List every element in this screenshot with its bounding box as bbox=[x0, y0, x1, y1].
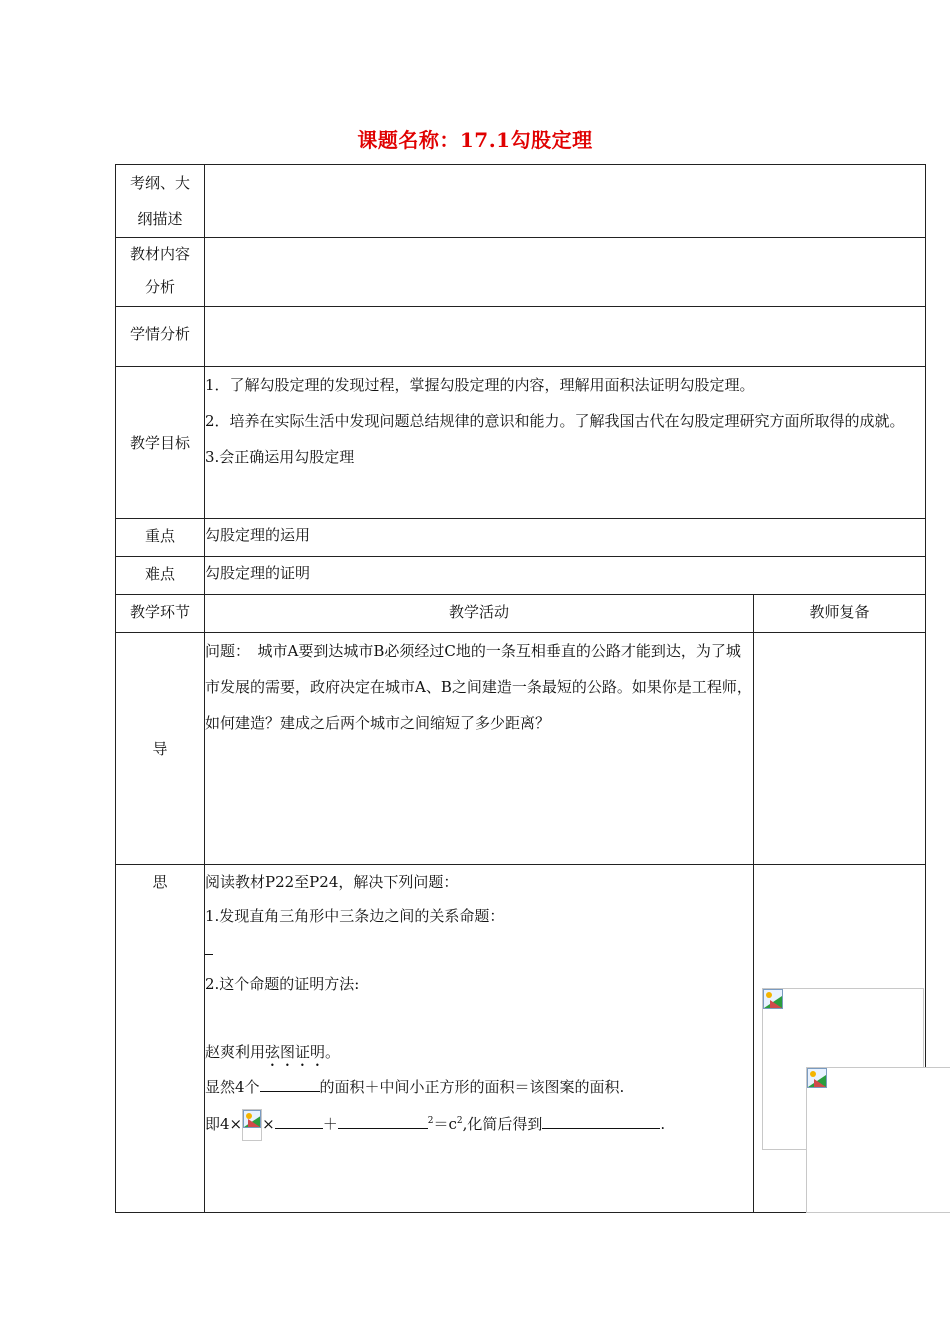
obvious-line: 显然4个 的面积＋中间小正方形的面积＝该图案的面积. bbox=[205, 1070, 753, 1104]
goal-item: 1．了解勾股定理的发现过程，掌握勾股定理的内容，理解用面积法证明勾股定理。 bbox=[205, 376, 755, 394]
goal-item: 3.会正确运用勾股定理 bbox=[205, 448, 355, 466]
goal-content bbox=[205, 367, 926, 519]
formula-line: 即4× × ＋ $^2=c^2$,化简后得到 . bbox=[205, 1104, 753, 1141]
row-key bbox=[116, 519, 926, 557]
goal-item: 2．培养在实际生活中发现问题总结规律的意识和能力。了解我国古代在勾股定理研究方面所取得的成就。 bbox=[205, 412, 905, 430]
think-label: 思 bbox=[116, 865, 205, 1213]
row-header bbox=[116, 595, 926, 633]
student-content bbox=[205, 307, 926, 367]
guide-text: 问题： 城市A要到达城市B必须经过C地的一条互相垂直的公路才能到达，为了城市发展的需要，政府决定在城市A、B之间建造一条最短的公路。如果你是工程师，如何建造？建成之后两个城市之间缩短了多少距离？ bbox=[205, 633, 754, 865]
guide-label: 导 bbox=[116, 633, 205, 865]
think-content bbox=[205, 865, 754, 1213]
image-icon bbox=[807, 1068, 827, 1088]
answer-blank-5 bbox=[542, 1112, 660, 1129]
row-student bbox=[116, 307, 926, 367]
emphasized-text: 弦图证明 bbox=[265, 1043, 326, 1061]
key-text: 勾股定理的运用 bbox=[205, 519, 926, 557]
stage-header: 教学环节 bbox=[116, 595, 205, 633]
page-title: 课题名称：17.1勾股定理 bbox=[357, 128, 593, 152]
answer-blank-2 bbox=[260, 1075, 320, 1092]
teacher-notes-header: 教师复备 bbox=[754, 595, 926, 633]
guide-notes bbox=[754, 633, 926, 865]
row-guide bbox=[116, 633, 926, 865]
image-placeholder bbox=[806, 1067, 950, 1213]
zhao-line: 赵爽利用弦图证明。 bbox=[205, 1043, 341, 1061]
row-goals bbox=[116, 367, 926, 519]
image-icon bbox=[763, 989, 783, 1009]
student-label: 学情分析 bbox=[116, 307, 205, 367]
answer-blank-4 bbox=[338, 1112, 428, 1129]
material-content bbox=[205, 238, 926, 307]
difficulty-label: 难点 bbox=[116, 557, 205, 595]
image-icon bbox=[243, 1110, 261, 1128]
think-line: 1.发现直角三角形中三条边之间的关系命题： bbox=[205, 907, 505, 925]
material-label: 教材内容分析 bbox=[116, 238, 205, 307]
row-outline bbox=[116, 165, 926, 238]
think-line: 2.这个命题的证明方法: bbox=[205, 975, 360, 993]
answer-blank-3 bbox=[275, 1112, 323, 1129]
difficulty-text: 勾股定理的证明 bbox=[205, 557, 926, 595]
row-material bbox=[116, 238, 926, 307]
key-label: 重点 bbox=[116, 519, 205, 557]
goal-label: 教学目标 bbox=[116, 367, 205, 519]
think-line: 阅读教材P22至P24，解决下列问题： bbox=[205, 873, 459, 891]
fraction-image-placeholder bbox=[242, 1109, 262, 1141]
row-difficulty bbox=[116, 557, 926, 595]
activity-header: 教学活动 bbox=[205, 595, 754, 633]
outline-content bbox=[205, 165, 926, 238]
outline-label: 考纲、大纲描述 bbox=[116, 165, 205, 238]
answer-blank-1 bbox=[205, 933, 753, 967]
